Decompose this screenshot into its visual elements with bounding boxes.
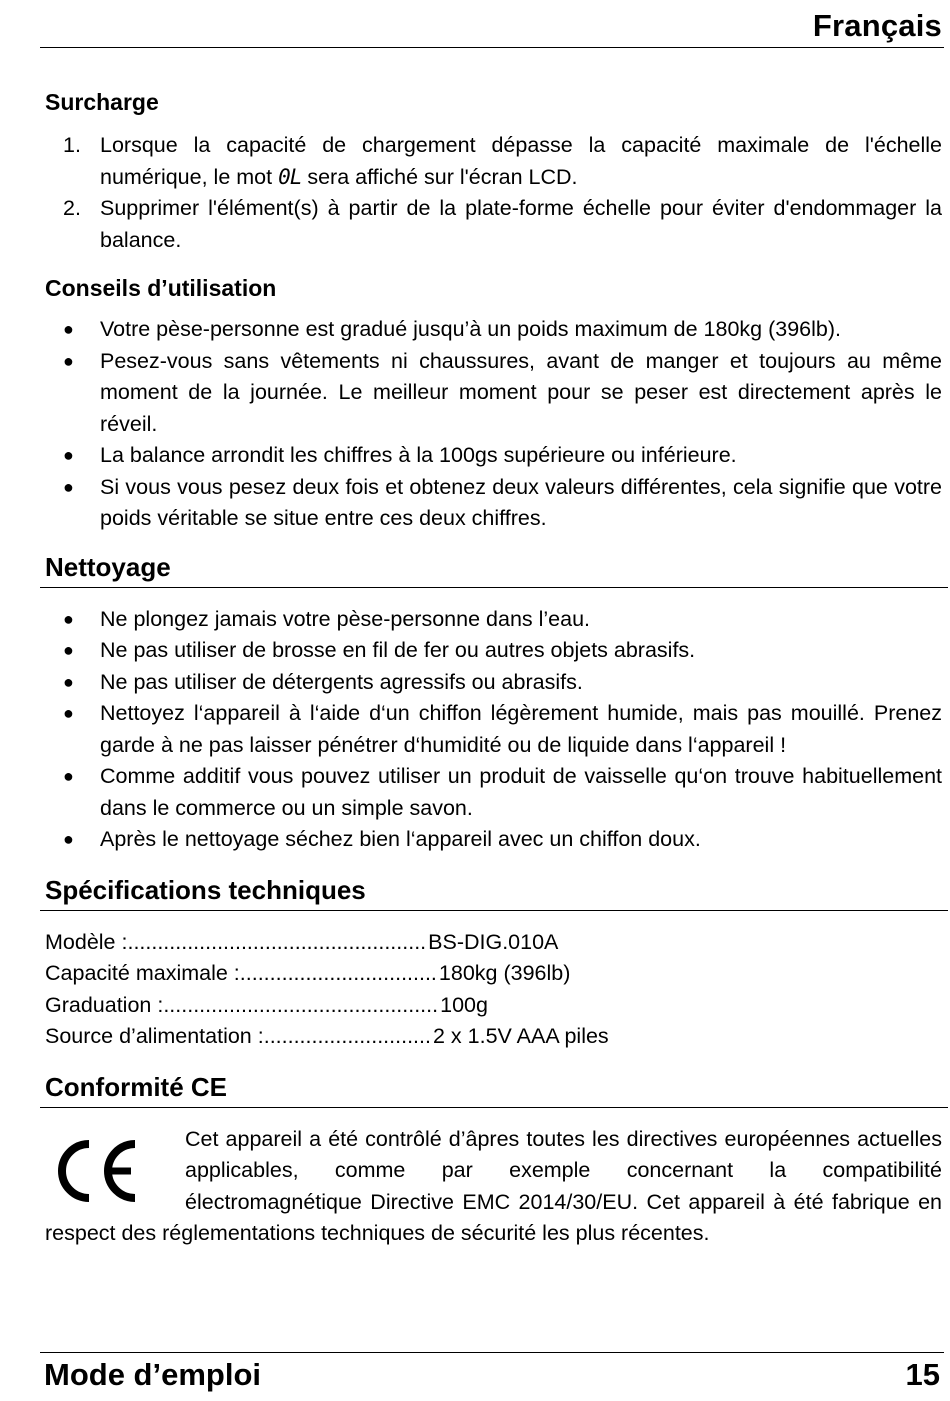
spec-leader: .............................................. xyxy=(163,992,439,1017)
nettoyage-list xyxy=(45,604,942,856)
spec-value: BS-DIG.010A xyxy=(428,929,559,954)
section-title-specs: Spécifications techniques xyxy=(45,874,366,905)
bullet-icon: ● xyxy=(63,608,74,629)
item-text: Supprimer l'élément(s) à partir de la plate-forme échelle pour éviter d'endommager la balance. xyxy=(100,196,942,252)
conseils-list xyxy=(45,314,942,535)
list-item xyxy=(45,761,942,824)
item-number: 1. xyxy=(63,133,81,157)
list-item xyxy=(45,346,942,441)
bullet-icon: ● xyxy=(63,671,74,692)
item-text: Votre pèse-personne est gradué jusqu’à un poids maximum de 180kg (396lb). xyxy=(100,317,842,341)
list-item xyxy=(45,698,942,761)
list-item xyxy=(45,193,942,256)
language-header: Français xyxy=(812,8,942,43)
bullet-icon: ● xyxy=(63,640,74,660)
list-item xyxy=(45,824,942,856)
specs-table xyxy=(45,927,942,1053)
item-number: 2. xyxy=(63,196,81,220)
bullet-icon: ● xyxy=(63,766,74,786)
spec-row xyxy=(45,958,942,990)
ce-text: Cet appareil a été contrôlé d’âpres toutes les directives européennes actuelles applicables, comme par exemple concernant la compatibilité électromagnétique Directive EMC 2014/30/EU. Cet appareil à été fabrique en respect des réglementations techniques de sécurité les plus récentes. xyxy=(45,1126,942,1245)
bullet-icon: ● xyxy=(63,476,74,497)
item-text: Si vous vous pesez deux fois et obtenez deux valeurs différentes, cela signifie que votre poids véritable se situe entre ces deux chiffres. xyxy=(100,474,942,530)
section-title-nettoyage: Nettoyage xyxy=(45,551,171,582)
list-item xyxy=(45,130,942,193)
page-number: 15 xyxy=(905,1357,940,1392)
bullet-icon: ● xyxy=(63,703,74,723)
item-text: La balance arrondit les chiffres à la 100gs supérieure ou inférieure. xyxy=(100,443,737,467)
spec-label: Capacité maximale : xyxy=(45,961,240,985)
ce-mark-icon xyxy=(49,1130,141,1212)
surcharge-list xyxy=(45,130,942,256)
bullet-icon: ● xyxy=(63,829,74,849)
section-divider xyxy=(40,1107,948,1108)
item-text-after: sera affiché sur l'écran LCD. xyxy=(301,164,578,189)
page-content xyxy=(45,86,942,1250)
list-item xyxy=(45,604,942,636)
spec-label: Graduation : xyxy=(45,992,164,1017)
item-text: Ne pas utiliser de détergents agressifs ou abrasifs. xyxy=(100,669,583,694)
spec-row xyxy=(45,927,942,959)
spec-label: Modèle : xyxy=(45,929,128,954)
section-divider xyxy=(40,910,948,911)
item-text: Comme additif vous pouvez utiliser un produit de vaisselle qu‘on trouve habituellement dans le commerce ou un simple savon. xyxy=(100,764,942,820)
list-item xyxy=(45,314,942,346)
spec-leader: ................................. xyxy=(239,961,437,985)
bullet-icon: ● xyxy=(63,445,74,465)
ce-block xyxy=(45,1124,942,1250)
item-text: Nettoyez l‘appareil à l‘aide d‘un chiffon légèrement humide, mais pas mouillé. Prenez garde à ne pas laisser pénétrer d‘humidité ou de liquide dans l‘appareil ! xyxy=(100,701,942,757)
bullet-icon: ● xyxy=(63,319,74,339)
list-item xyxy=(45,667,942,699)
section-title-surcharge: Surcharge xyxy=(45,89,159,115)
spec-value: 2 x 1.5V AAA piles xyxy=(432,1024,609,1048)
section-title-conseils: Conseils d’utilisation xyxy=(45,275,277,301)
spec-value: 100g xyxy=(440,992,488,1017)
spec-row xyxy=(45,1021,942,1053)
spec-value: 180kg (396lb) xyxy=(438,961,571,985)
item-text: Ne pas utiliser de brosse en fil de fer ou autres objets abrasifs. xyxy=(100,638,696,662)
item-text: Après le nettoyage séchez bien l‘appareil avec un chiffon doux. xyxy=(100,827,701,851)
spec-leader: ............................ xyxy=(263,1024,431,1048)
lcd-overload-glyph: 0L xyxy=(278,164,302,189)
spec-label: Source d’alimentation : xyxy=(45,1024,264,1048)
bullet-icon: ● xyxy=(63,350,74,371)
section-title-ce: Conformité CE xyxy=(45,1071,227,1102)
list-item xyxy=(45,635,942,667)
item-text: Pesez-vous sans vêtements ni chaussures, avant de manger et toujours au même moment de la journée. Le meilleur moment pour se peser est directement après le réveil. xyxy=(100,348,942,436)
section-divider xyxy=(40,587,948,588)
item-text: Ne plongez jamais votre pèse-personne dans l’eau. xyxy=(100,606,591,631)
footer-title: Mode d’emploi xyxy=(44,1357,261,1392)
list-item xyxy=(45,472,942,535)
footer-divider xyxy=(40,1352,944,1353)
spec-row xyxy=(45,990,942,1022)
header-divider xyxy=(40,47,944,48)
list-item xyxy=(45,440,942,472)
spec-leader: .................................................. xyxy=(127,929,427,954)
item-text-before: Lorsque la capacité de chargement dépasse la capacité maximale de l'échelle numérique, le mot xyxy=(100,133,942,189)
